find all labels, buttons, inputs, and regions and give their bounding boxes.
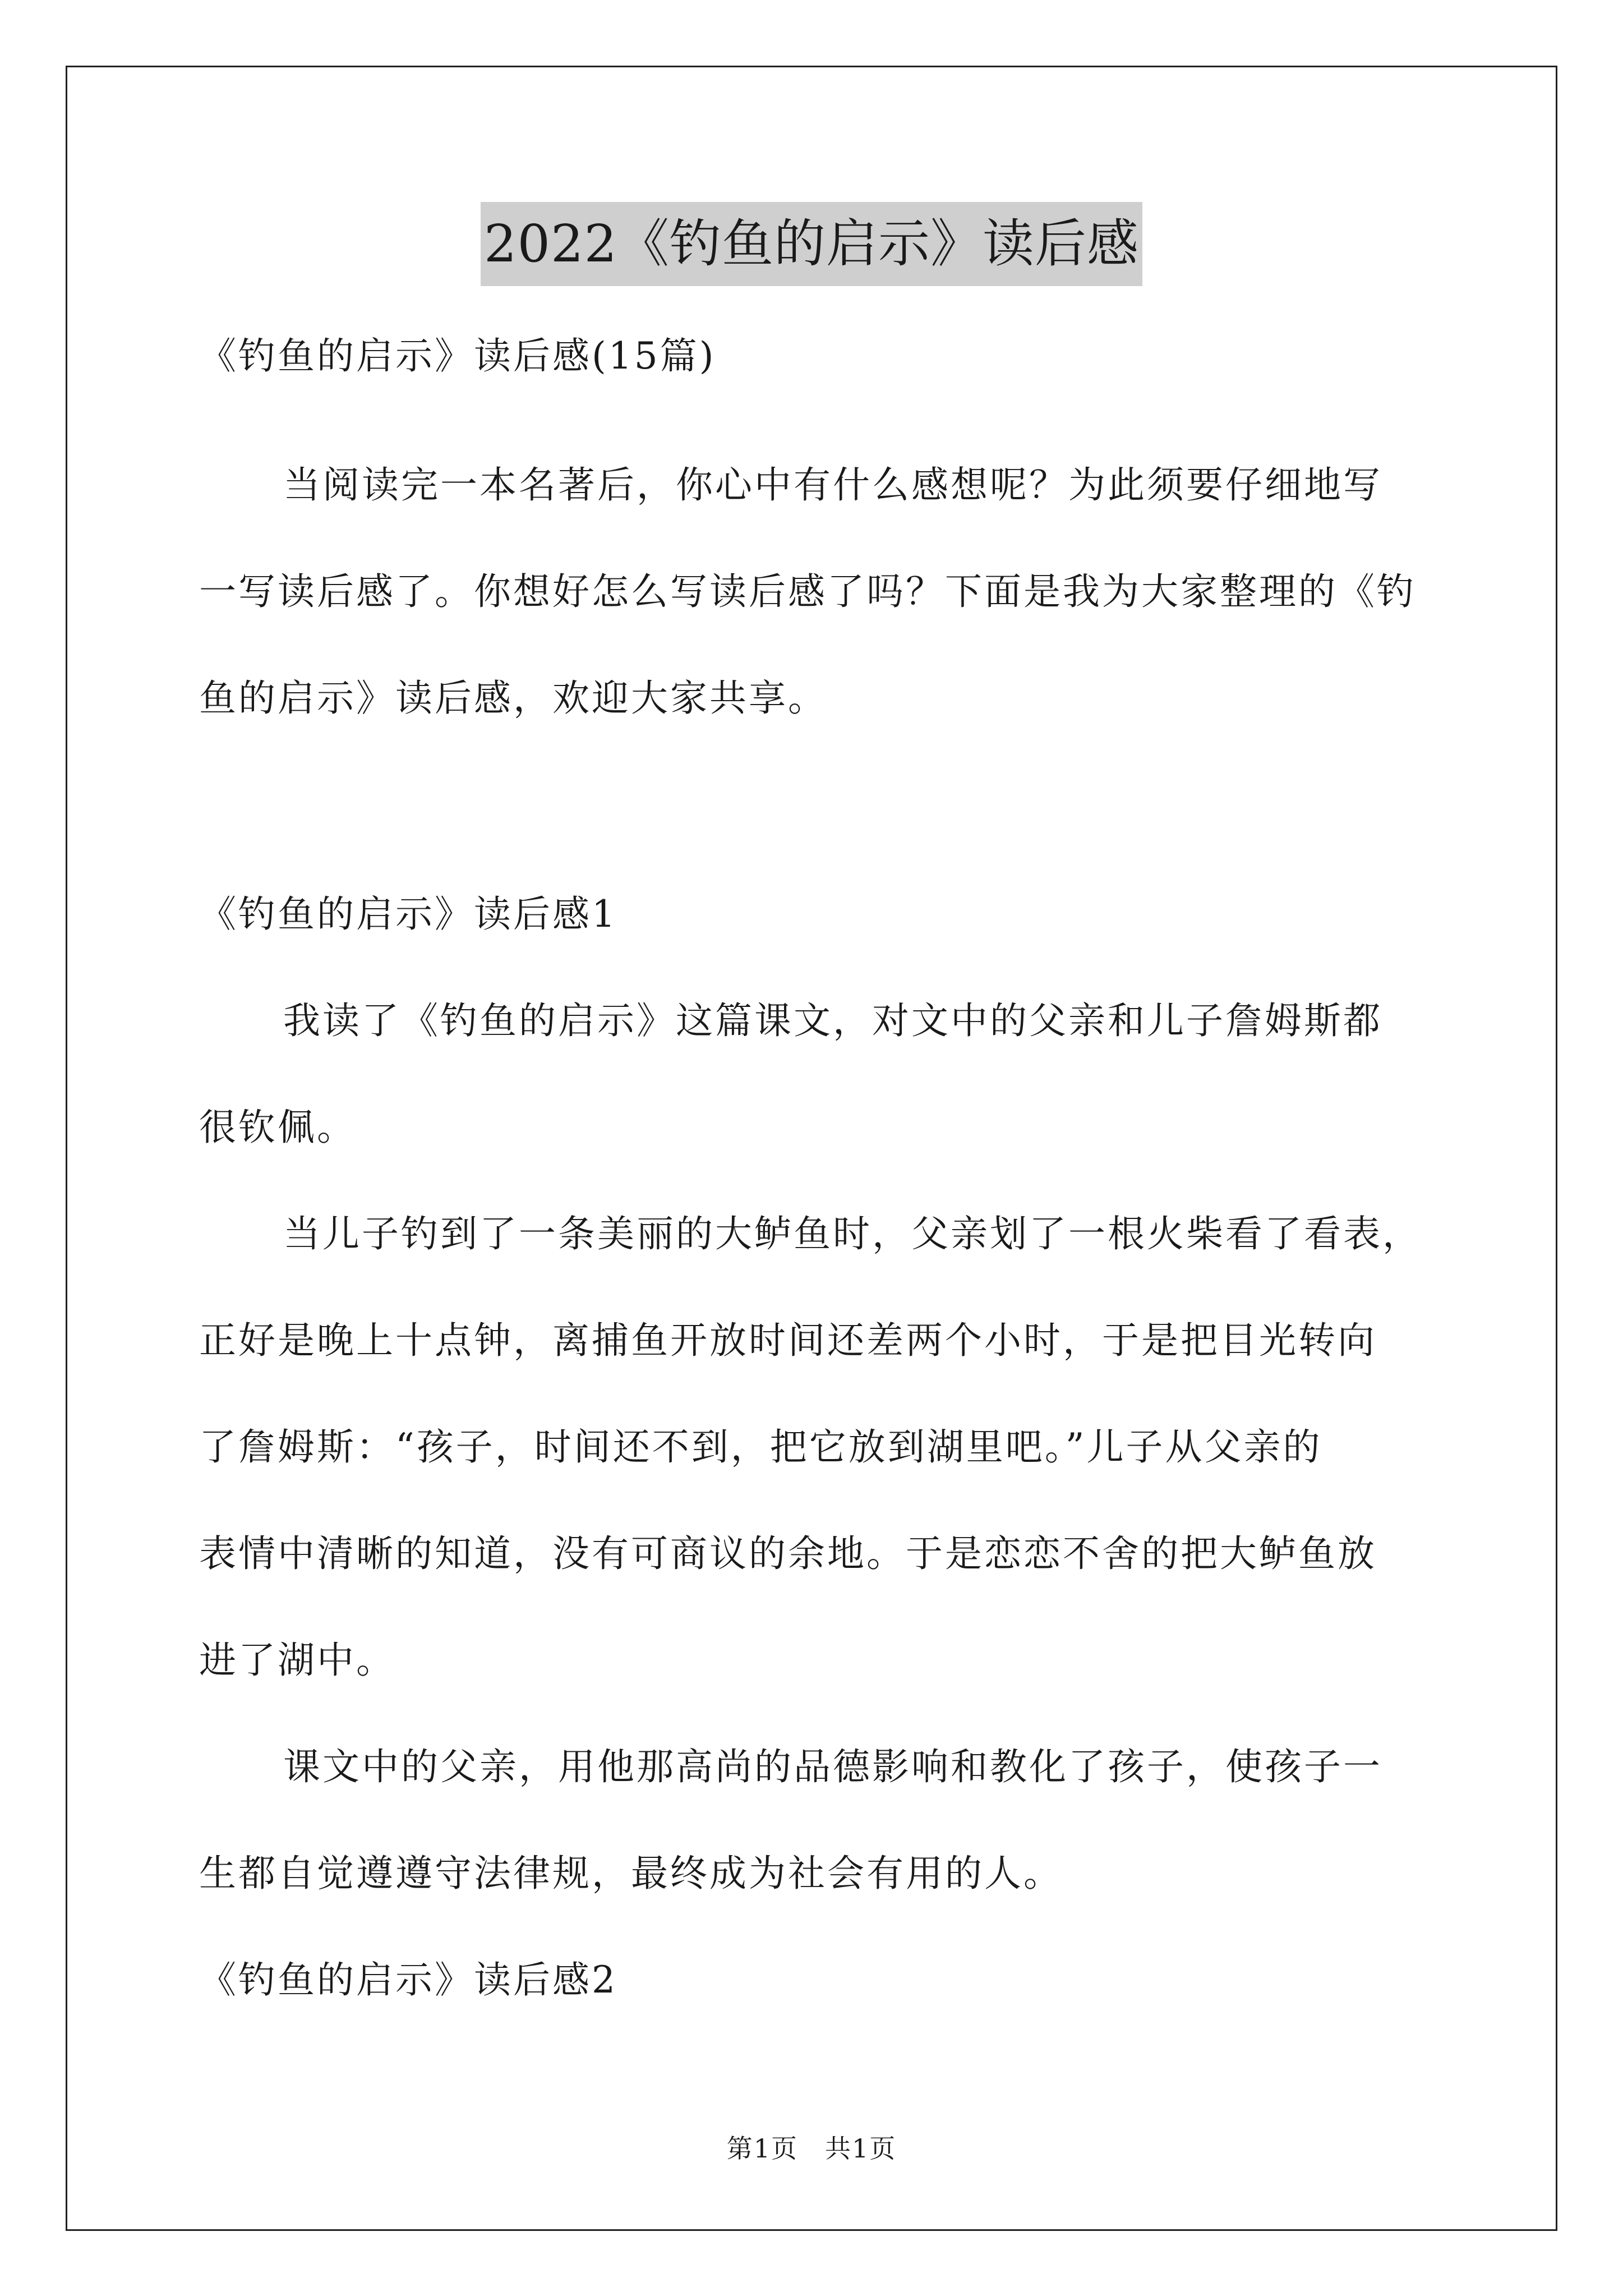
section-heading-1: 《钓鱼的启示》读后感1: [199, 892, 617, 936]
paragraph-line: 当儿子钓到了一条美丽的大鲈鱼时，父亲划了一根火柴看了看表，: [283, 1212, 1422, 1255]
paragraph-line: 了詹姆斯：“孩子，时间还不到，把它放到湖里吧。”儿子从父亲的: [199, 1425, 1322, 1469]
paragraph-line: 课文中的父亲，用他那高尚的品德影响和教化了孩子，使孩子一: [283, 1745, 1382, 1788]
paragraph-line: 表情中清晰的知道，没有可商议的余地。于是恋恋不舍的把大鲈鱼放: [199, 1532, 1377, 1575]
title-container: [0, 202, 1623, 286]
paragraph-line: 进了湖中。: [199, 1639, 395, 1682]
document-title: 2022《钓鱼的启示》读后感: [481, 202, 1142, 286]
paragraph-line: 正好是晚上十点钟，离捕鱼开放时间还差两个小时，于是把目光转向: [199, 1319, 1377, 1362]
intro-line-2: 一写读后感了。你想好怎么写读后感了吗？下面是我为大家整理的《钓: [199, 570, 1416, 613]
page-footer: 第1页 共1页: [726, 2133, 897, 2164]
intro-line-1: 当阅读完一本名著后，你心中有什么感想呢？为此须要仔细地写: [283, 463, 1382, 507]
subtitle-line: 《钓鱼的启示》读后感(15篇): [199, 334, 716, 378]
section-heading-2: 《钓鱼的启示》读后感2: [199, 1958, 617, 2001]
paragraph-line: 很钦佩。: [199, 1106, 356, 1149]
paragraph-line: 我读了《钓鱼的启示》这篇课文，对文中的父亲和儿子詹姆斯都: [283, 999, 1382, 1042]
paragraph-line: 生都自觉遵遵守法律规，最终成为社会有用的人。: [199, 1852, 1063, 1895]
intro-line-3: 鱼的启示》读后感，欢迎大家共享。: [199, 677, 827, 720]
